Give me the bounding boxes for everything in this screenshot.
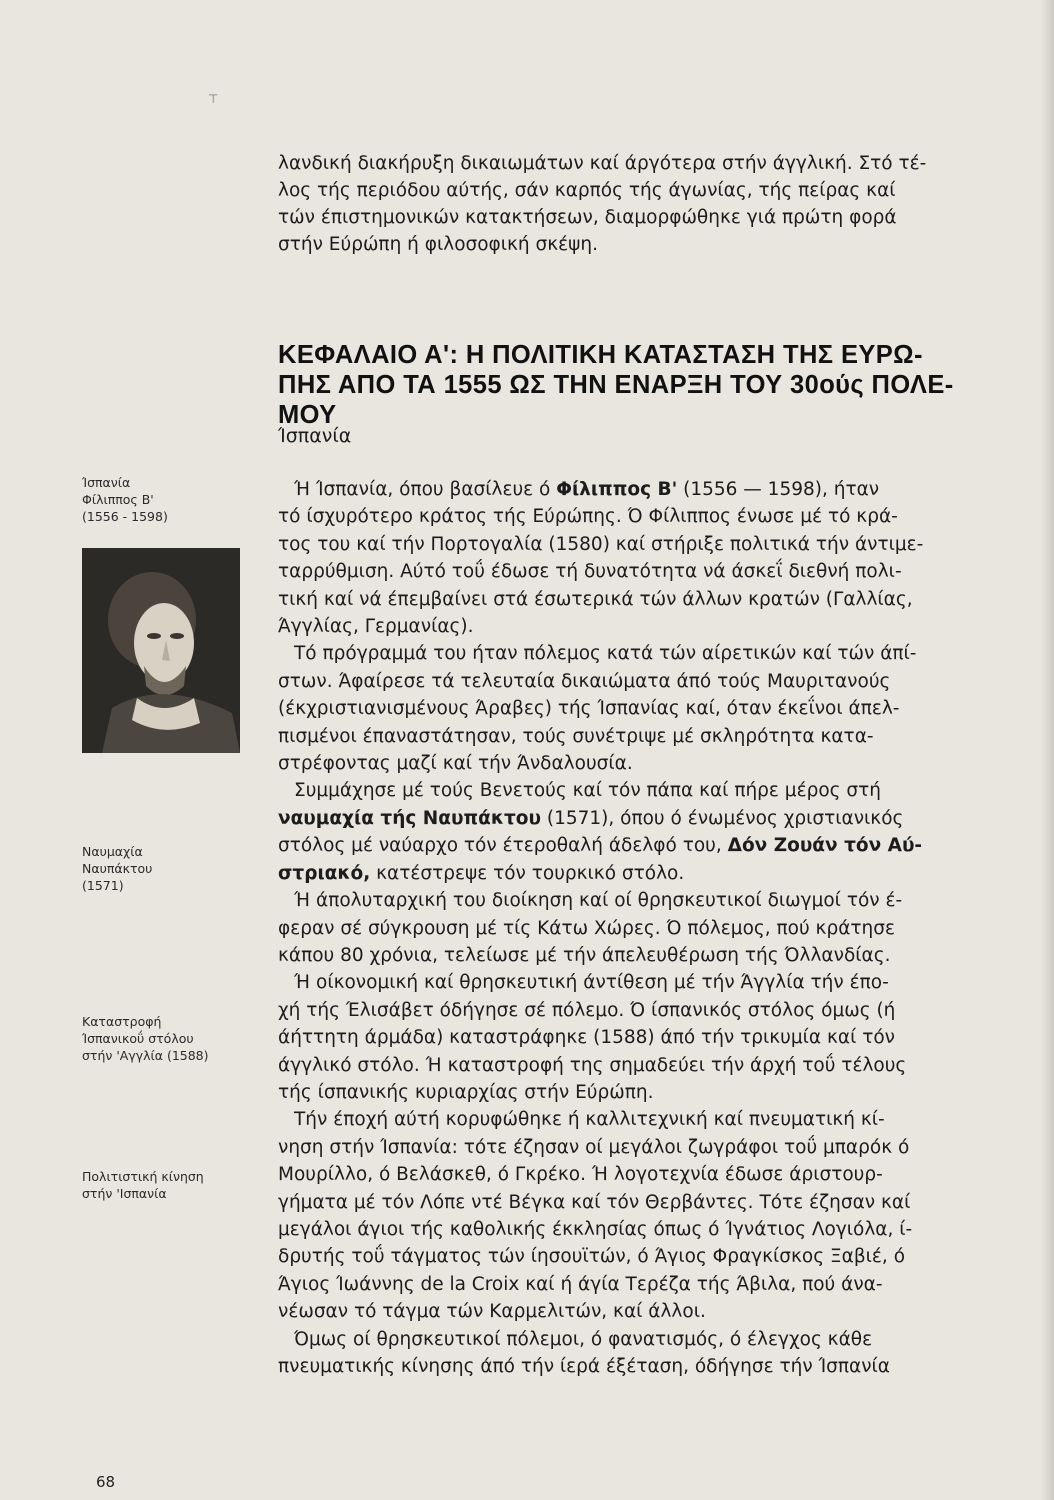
- text-line: [278, 805, 1048, 832]
- text-line: χή τής Έλισάβετ όδήγησε σέ πόλεμο. Ό ίσπανικός στόλος όμως (ή: [278, 999, 896, 1021]
- text-line: Συμμάχησε μέ τούς Βενετούς καί τόν πάπα καί πήρε μέρος στή: [294, 780, 881, 802]
- caption-philip-ii: [82, 474, 168, 525]
- paragraph: [278, 969, 1048, 1106]
- text-line: νηση στήν Ίσπανία: τότε έζησαν οί μεγάλοι ζωγράφοι τοΰ μπαρόκ ό: [278, 1136, 910, 1158]
- text-run: (1556 — 1598), ήταν: [677, 479, 880, 500]
- chapter-heading: [278, 340, 1048, 430]
- text-line: (έκχριστιανισμένους Άραβες) τής Ίσπανίας καί, όταν έκεΐνοι άπελ-: [278, 698, 900, 720]
- text-line: [278, 860, 1048, 887]
- text-line: Μουρίλλο, ό Βελάσκεθ, ό Γκρέκο. Ή λογοτεχνία έδωσε άριστουρ-: [278, 1164, 883, 1186]
- text-line: τών έπιστημονικών κατακτήσεων, διαμορφώθηκε γιά πρώτη φορά: [278, 207, 897, 228]
- paragraph: [278, 476, 1048, 503]
- text-line: λανδική διακήρυξη δικαιωμάτων καί άργότερα στήν άγγλική. Στό τέ-: [278, 153, 927, 174]
- text-run: κατέστρεψε τόν τουρκικό στόλο.: [370, 862, 685, 884]
- section-heading-spain: Ίσπανία: [278, 425, 352, 447]
- caption-line: στήν 'Αγγλία (1588): [82, 1048, 209, 1063]
- caption-line: (1556 - 1598): [82, 509, 168, 524]
- intro-paragraph: [278, 150, 1048, 258]
- caption-line: Φίλιππος Β': [82, 492, 154, 507]
- caption-line: στήν 'Ισπανία: [82, 1186, 167, 1201]
- paragraph: [278, 640, 1048, 777]
- text-run: στόλος μέ ναύαρχο τόν έτεροθαλή άδελφό του,: [278, 835, 728, 857]
- caption-line: Ίσπανία: [82, 475, 131, 490]
- text-line: τική καί νά έπεμβαίνει στά έσωτερικά τών άλλων κρατών (Γαλλίας,: [278, 588, 913, 610]
- text-line: Ή οίκονομική καί θρησκευτική άντίθεση μέ τήν Άγγλία τήν έπο-: [294, 972, 889, 994]
- text-line: δρυτής τοΰ τάγματος τών ίησουϊτών, ό Άγιος Φραγκίσκος Ξαβιέ, ό: [278, 1246, 906, 1268]
- heading-line: ΚΕΦΑΛΑΙΟ Α': Η ΠΟΛΙΤΙΚΗ ΚΑΤΑΣΤΑΣΗ ΤΗΣ ΕΥΡΩ-: [278, 341, 923, 369]
- text-line: τος του καί τήν Πορτογαλία (1580) καί στήριξε πολιτικά τήν άντιμε-: [278, 533, 924, 555]
- caption-line: (1571): [82, 878, 124, 893]
- portrait-image: [82, 548, 240, 753]
- paragraph: [278, 503, 1048, 640]
- text-line: τό ίσχυρότερο κράτος τής Εύρώπης. Ό Φίλιππος ένωσε μέ τό κρά-: [278, 506, 898, 528]
- text-line: γήματα μέ τόν Λόπε ντέ Βέγκα καί τόν Θερβάντες. Τότε έζησαν καί: [278, 1191, 911, 1213]
- caption-line: Πολιτιστική κίνηση: [82, 1169, 204, 1184]
- paragraph: [278, 777, 1048, 887]
- heading-line: ΜΟΥ: [278, 401, 337, 429]
- text-line: πισμένοι έπαναστάτησαν, τούς συνέτριψε μέ σκληρότητα κατα-: [278, 725, 874, 747]
- text-line: άήττητη άρμάδα) καταστράφηκε (1588) άπό τήν τρικυμία καί τόν: [278, 1027, 896, 1049]
- text-line: στων. Άφαίρεσε τά τελευταία δικαιώματα άπό τούς Μαυριτανούς: [278, 670, 891, 692]
- text-line: Τήν έποχή αύτή κορυφώθηκε ή καλλιτεχνική καί πνευματική κί-: [294, 1109, 885, 1131]
- margin-mark: ⊤: [208, 92, 219, 106]
- text-line: στήν Εύρώπη ή φιλοσοφική σκέψη.: [278, 234, 598, 255]
- caption-armada: [82, 1013, 209, 1064]
- page-edge-shadow: [1040, 0, 1054, 1500]
- caption-line: Ναυπάκτου: [82, 861, 153, 876]
- page-number: 68: [96, 1473, 116, 1491]
- caption-line: Ναυμαχία: [82, 844, 143, 859]
- caption-naval-battle: [82, 843, 152, 894]
- text-line: Ή άπολυταρχική του διοίκηση καί οί θρησκευτικοί διωγμοί τόν έ-: [294, 890, 903, 912]
- bold-run: Φίλιππος Β': [556, 479, 678, 500]
- caption-line: Καταστροφή: [82, 1014, 162, 1029]
- text-line: φεραν σέ σύγκρουση μέ τίς Κάτω Χώρες. Ό πόλεμος, πού κράτησε: [278, 917, 895, 939]
- heading-line: ΠΗΣ ΑΠΟ ΤΑ 1555 ΩΣ ΤΗΝ ΕΝΑΡΞΗ ΤΟΥ 30ούς ΠΟΛΕ-: [278, 371, 954, 399]
- text-run: (1571), όπου ό ένωμένος χριστιανικός: [540, 807, 904, 829]
- paragraph: [278, 1326, 1048, 1381]
- text-line: νέωσαν τό τάγμα τών Καρμελιτών, καί άλλοι.: [278, 1301, 706, 1323]
- text-line: Τό πρόγραμμά του ήταν πόλεμος κατά τών αίρετικών καί τών άπί-: [294, 643, 917, 665]
- text-run: Ή Ίσπανία, όπου βασίλευε ό: [294, 479, 557, 500]
- text-line: [278, 832, 1048, 859]
- portrait-philip-ii: [82, 548, 240, 753]
- text-line: μεγάλοι άγιοι τής καθολικής έκκλησίας όπως ό Ίγνάτιος Λογιόλα, ί-: [278, 1218, 913, 1240]
- paragraph: [278, 1106, 1048, 1325]
- bold-run: Δόν Ζουάν τόν Αύ-: [727, 835, 923, 857]
- body-text: [278, 476, 1048, 1380]
- caption-culture: [82, 1168, 204, 1202]
- paragraph: [278, 887, 1048, 969]
- text-line: στρέφοντας μαζί καί τήν Άνδαλουσία.: [278, 753, 633, 775]
- text-line: πνευματικής κίνησης άπό τήν ίερά έξέταση, όδήγησε τήν Ίσπανία: [278, 1356, 890, 1377]
- bold-run: στριακό,: [278, 862, 371, 884]
- text-line: Όμως οί θρησκευτικοί πόλεμοι, ό φανατισμός, ό έλεγχος κάθε: [294, 1328, 873, 1350]
- text-line: [278, 476, 1048, 503]
- text-line: Άγιος Ίωάννης de la Croix καί ή άγία Τερέζα τής Άβιλα, πού άνα-: [278, 1273, 883, 1295]
- bold-run: ναυμαχία τής Ναυπάκτου: [278, 807, 541, 829]
- text-line: κάπου 80 χρόνια, τελείωσε μέ τήν άπελευθέρωση τής Όλλανδίας.: [278, 944, 891, 966]
- text-line: Άγγλίας, Γερμανίας).: [278, 616, 474, 638]
- caption-line: Ίσπανικοΰ στόλου: [82, 1031, 194, 1046]
- text-line: τής ίσπανικής κυριαρχίας στήν Εύρώπη.: [278, 1081, 654, 1103]
- text-line: ταρρύθμιση. Αύτό τοΰ έδωσε τή δυνατότητα νά άσκεΐ διεθνή πολι-: [278, 561, 902, 583]
- text-line: άγγλικό στόλο. Ή καταστροφή της σημαδεύει τήν άρχή τοΰ τέλους: [278, 1054, 907, 1076]
- text-line: λος τής περιόδου αύτής, σάν καρπός τής άγωνίας, τής πείρας καί: [278, 180, 896, 201]
